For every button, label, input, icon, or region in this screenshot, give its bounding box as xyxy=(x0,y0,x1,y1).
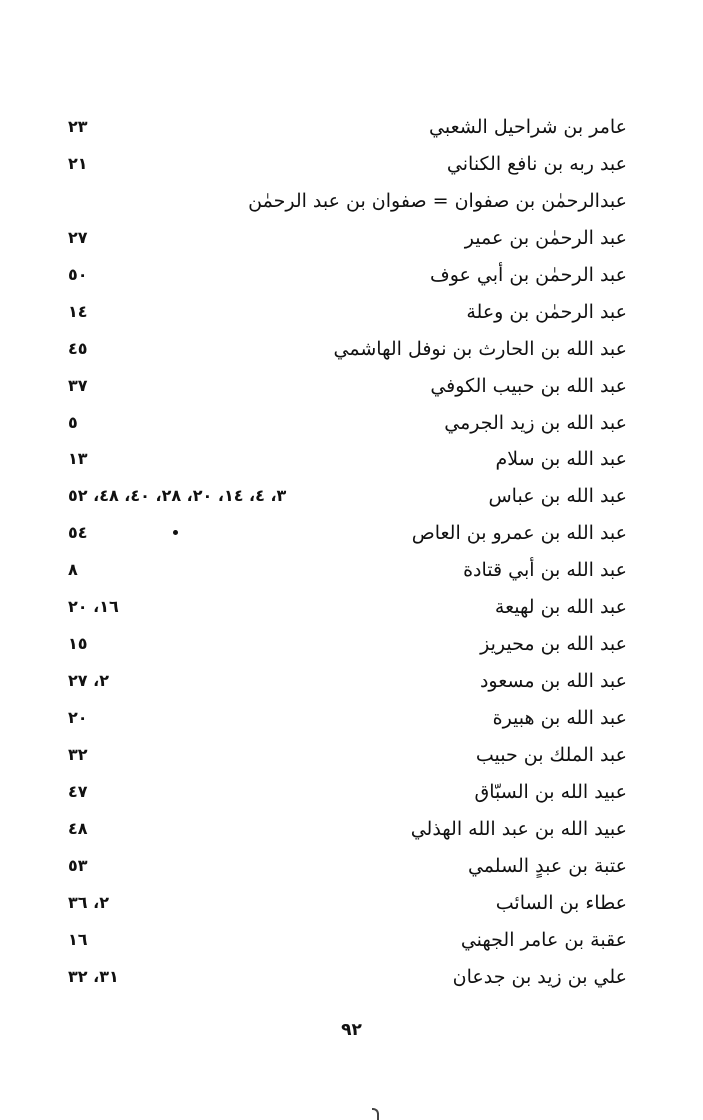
entry-name: عبد ربه بن نافع الكناني xyxy=(446,152,627,175)
entry-page-numbers: ٢٣ xyxy=(68,117,88,136)
index-entry xyxy=(0,332,703,369)
stray-mark xyxy=(372,1108,379,1120)
entry-page-numbers: ٢١ xyxy=(68,153,88,173)
entry-page-numbers: ٤٧ xyxy=(68,781,88,801)
index-entry xyxy=(0,664,703,701)
index-entry xyxy=(0,923,703,960)
entry-name: عبيد الله بن السبّاق xyxy=(474,780,627,803)
index-entry xyxy=(0,184,703,221)
index-entry xyxy=(0,849,703,886)
entry-page-numbers: ٤٨ xyxy=(68,818,88,838)
entry-name: عبد الرحمٰن بن أبي عوف xyxy=(430,263,627,286)
entry-name: عبد الله بن أبي قتادة xyxy=(463,559,627,582)
entry-name: عبد الله بن عباس xyxy=(488,485,627,508)
entry-page-numbers: ٨ xyxy=(68,560,78,580)
index-entry xyxy=(0,886,703,923)
index-entry xyxy=(0,701,703,738)
index-entry xyxy=(0,775,703,812)
index-entry xyxy=(0,369,703,406)
entry-name: عبد الله بن سلام xyxy=(495,448,627,471)
index-entry xyxy=(0,442,703,479)
entry-name: عبد الله بن عمرو بن العاص xyxy=(411,522,627,545)
entry-page-numbers: ٣٢ xyxy=(68,744,88,764)
index-entry xyxy=(0,110,703,147)
entry-name: عبدالرحمٰن بن صفوان = صفوان بن عبد الرحمٰن xyxy=(248,189,627,212)
entry-name: عبد الله بن زيد الجرمي xyxy=(444,411,627,434)
entry-page-numbers: ٢، ٣٦ xyxy=(68,892,109,912)
index-entry xyxy=(0,590,703,627)
entry-name: عبد الله بن هبيرة xyxy=(492,707,627,729)
entry-name: عبد الله بن حبيب الكوفي xyxy=(430,374,627,397)
index-entry xyxy=(0,147,703,184)
stray-mark xyxy=(173,530,178,535)
index-entry xyxy=(0,738,703,775)
index-entry xyxy=(0,258,703,295)
entry-page-numbers: ٣، ٤، ١٤، ٢٠، ٢٨، ٤٠، ٤٨، ٥٢ xyxy=(68,486,287,506)
entry-page-numbers: ٢٠ xyxy=(68,708,88,727)
entry-name: عامر بن شراحيل الشعبي xyxy=(429,116,627,138)
index-entry xyxy=(0,479,703,516)
entry-page-numbers: ١٦، ٢٠ xyxy=(68,597,119,617)
index-entry xyxy=(0,295,703,332)
entry-page-numbers: ٢٧ xyxy=(68,227,88,247)
entry-page-numbers: ١٣ xyxy=(68,449,88,469)
index-entry xyxy=(0,553,703,590)
entry-page-numbers: ٣١، ٣٢ xyxy=(68,966,119,986)
index-entry xyxy=(0,960,703,997)
entry-name: عبد الله بن الحارث بن نوفل الهاشمي xyxy=(333,337,627,360)
entry-page-numbers: ٥٣ xyxy=(68,855,88,875)
entry-name: عبد الرحمٰن بن عمير xyxy=(464,226,627,249)
entry-name: عبد الرحمٰن بن وعلة xyxy=(466,300,627,323)
entry-page-numbers: ٤٥ xyxy=(68,338,88,358)
entry-page-numbers: ١٥ xyxy=(68,634,88,654)
entry-name: عبد الله بن محيريز xyxy=(480,633,627,656)
entry-page-numbers: ٥٤ xyxy=(68,523,88,543)
entry-page-numbers: ١٦ xyxy=(68,929,88,949)
entry-page-numbers: ٣٧ xyxy=(68,375,88,395)
entry-page-numbers: ٥٠ xyxy=(68,264,88,284)
index-entry xyxy=(0,516,703,553)
entry-name: عطاء بن السائب xyxy=(495,891,627,914)
entry-name: عبيد الله بن عبد الله الهذلي xyxy=(410,817,627,840)
entry-name: عبد الله بن مسعود xyxy=(479,670,627,693)
entry-name: علي بن زيد بن جدعان xyxy=(452,965,627,988)
entry-page-numbers: ٥ xyxy=(68,412,78,432)
entry-name: عتبة بن عبدٍ السلمي xyxy=(467,854,627,877)
index-entry xyxy=(0,627,703,664)
index-entry xyxy=(0,406,703,443)
entry-name: عبد الملك بن حبيب xyxy=(475,743,627,766)
entry-page-numbers: ٢، ٢٧ xyxy=(68,671,109,691)
name-index-list xyxy=(0,110,703,997)
index-entry xyxy=(0,812,703,849)
entry-page-numbers: ١٤ xyxy=(68,301,88,321)
index-entry xyxy=(0,221,703,258)
entry-name: عقبة بن عامر الجهني xyxy=(460,928,627,951)
page-number: ٩٢ xyxy=(341,1020,362,1040)
entry-name: عبد الله بن لهيعة xyxy=(494,596,627,619)
